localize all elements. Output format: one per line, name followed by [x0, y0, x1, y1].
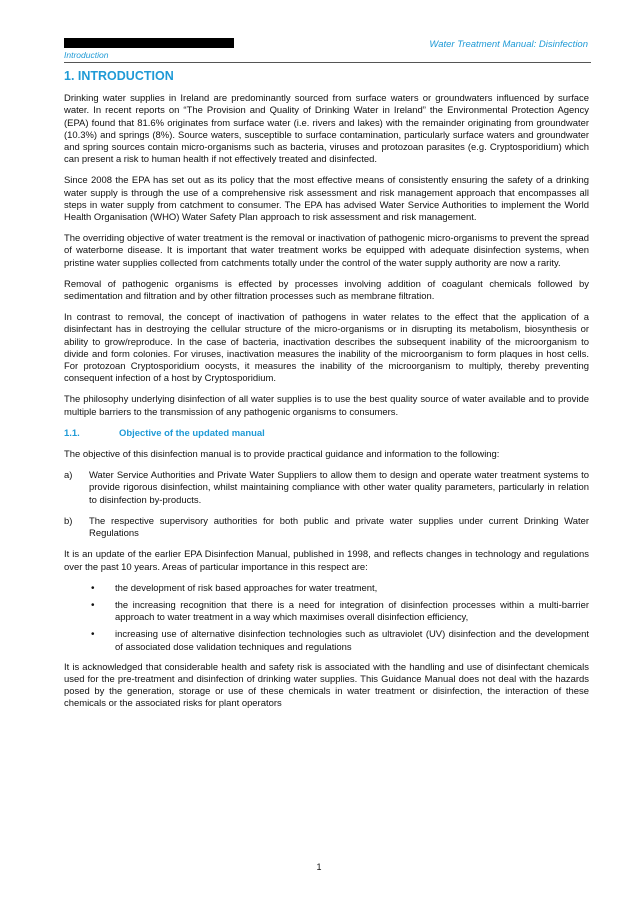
objective-text: Water Service Authorities and Private Water Suppliers to allow them to design and operate water treatment systems to provide rigorous disinfection, whilst maintaining compliance with other water quality parameters, particularly in relation to disinfection by-products.	[89, 470, 589, 506]
bullet-icon: •	[91, 599, 95, 611]
paragraph-inactivation: In contrast to removal, the concept of inactivation of pathogens in water relates to the effect that the application of a disinfectant has in destroying the cellular structure of the micro-organisms or in disrupting its metabolism, biosynthesis or ability to grow/reproduce. In the case of bacteria, inactivation describes the subsequent inability of the microorganism to divide and form colonies. For viruses, inactivation measures the inability of the microorganism to form plaques in host cells. For protozoan Cryptosporidium oocysts, it measures the inability of the microorganism to multiply, thereby preventing consequent infection of a host by Cryptosporidium.	[64, 312, 589, 385]
bullet-item	[64, 629, 589, 653]
bullet-item	[64, 600, 589, 624]
subsection-title: Objective of the updated manual	[119, 427, 265, 439]
page-number: 1	[316, 862, 322, 872]
bullet-icon: •	[91, 629, 95, 641]
objective-item-b	[64, 516, 589, 540]
subsection-heading	[64, 428, 589, 440]
bullet-item	[64, 583, 589, 595]
paragraph-removal: Removal of pathogenic organisms is effected by processes involving addition of coagulant chemicals followed by sedimentation and filtration and by other filtration processes such as membrane filtration.	[64, 278, 589, 303]
header-redaction-bar	[64, 38, 234, 48]
header-section-label: Introduction	[64, 50, 109, 60]
objective-text: The respective supervisory authorities for both public and private water supplies under current Drinking Water Regulations	[89, 515, 589, 540]
bullet-icon: •	[91, 582, 95, 594]
objective-marker: b)	[64, 515, 73, 527]
header-divider	[64, 62, 591, 63]
bullet-text: the increasing recognition that there is a need for integration of disinfection processes within a multi-barrier approach to water treatment in a way which maximises overall disinfection efficiency,	[115, 599, 589, 624]
section-heading: 1. INTRODUCTION	[64, 69, 174, 83]
bullet-text: the development of risk based approaches for water treatment,	[115, 582, 378, 594]
bullet-list	[64, 583, 589, 654]
paragraph-philosophy: The philosophy underlying disinfection of all water supplies is to use the best quality source of water available and to provide multiple barriers to the transmission of any pathogenic organisms to consumers.	[64, 394, 589, 418]
final-paragraph: It is acknowledged that considerable health and safety risk is associated with the handling and use of disinfectant chemicals used for the pre-treatment and disinfection of drinking water supplies. This Guidance Manual does not deal with the hazards posed by the generation, storage or use of these chemicals in water treatment or disinfection, the interaction of these chemicals or the associated risks for plant operators	[64, 661, 589, 710]
bullet-text: increasing use of alternative disinfection technologies such as ultraviolet (UV) disinfection and the development of associated dose validation techniques and regulations	[115, 629, 589, 653]
page-body	[64, 70, 589, 720]
objective-item-a	[64, 470, 589, 507]
objective-marker: a)	[64, 470, 73, 482]
paragraph-sources: Drinking water supplies in Ireland are predominantly sourced from surface waters or groundwaters influenced by surface water. In recent reports on “The Provision and Quality of Drinking Water in Ireland” the Environmental Protection Agency (EPA) found that 81.6% originates from surface water (i.e. rivers and lakes) with the remainder originating from groundwater (10.3%) and springs (8%). Source waters, susceptible to surface contamination, particularly surface waters and groundwater and spring sources contain micro-organisms such as bacteria, viruses and protozoan parasites (e.g. Cryptosporidium) which can present a risk to human health if not effectively treated and disinfected.	[64, 93, 589, 166]
paragraph-objective: The overriding objective of water treatment is the removal or inactivation of pathogenic micro-organisms to prevent the spread of waterborne disease. It is important that water treatment works be equipped with adequate disinfection systems, when pristine water supplies collected from catchments totally under the control of the water supply authority are now a rarity.	[64, 233, 589, 269]
update-paragraph: It is an update of the earlier EPA Disinfection Manual, published in 1998, and reflects changes in technology and regulations over the past 10 years. Areas of particular importance in this respect are:	[64, 549, 589, 573]
objective-intro: The objective of this disinfection manual is to provide practical guidance and information to the following:	[64, 449, 500, 461]
paragraph-policy: Since 2008 the EPA has set out as its policy that the most effective means of consistently ensuring the safety of a drinking water supply is through the use of a comprehensive risk assessment and risk management approach that encompasses all steps in water supply from catchment to consumer. The EPA has advised Water Service Authorities to implement the World Health Organisation (WHO) Water Safety Plan approach to risk assessment and risk management.	[64, 175, 589, 224]
subsection-number: 1.1.	[64, 427, 80, 439]
header-manual-title: Water Treatment Manual: Disinfection	[429, 39, 588, 50]
